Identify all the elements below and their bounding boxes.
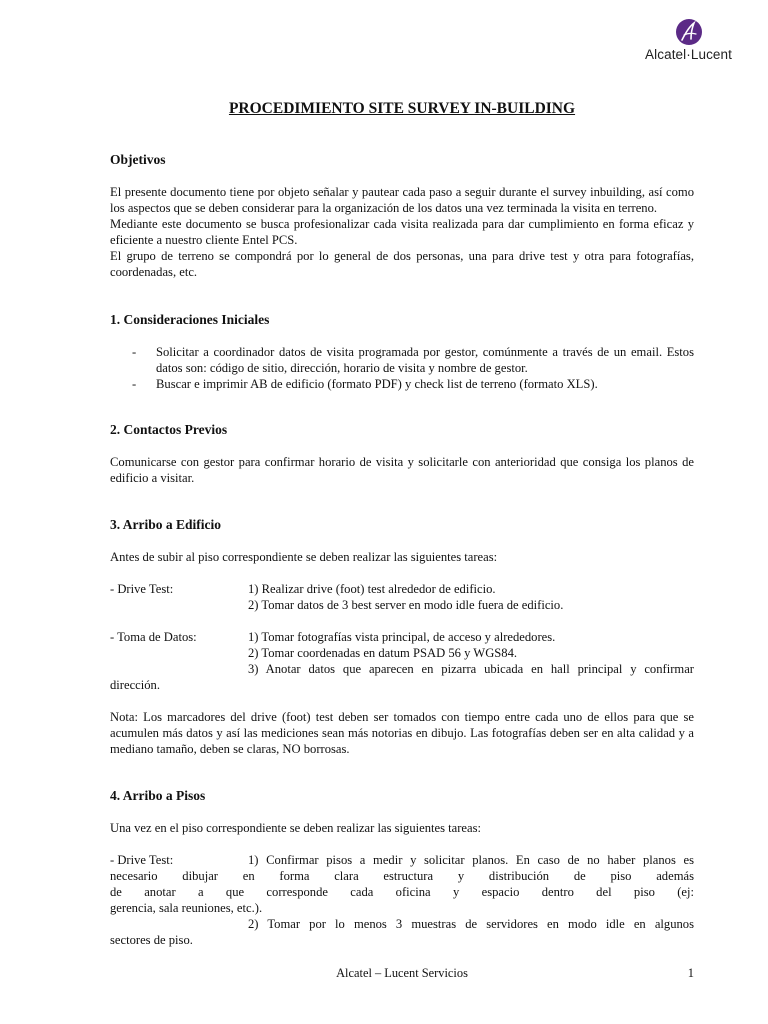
- toma-datos-step-1: 1) Tomar fotografías vista principal, de acceso y alrededores.: [248, 630, 556, 644]
- drive-test-step-2: 2) Tomar datos de 3 best server en modo idle fuera de edificio.: [248, 598, 564, 612]
- nota-paragraph: Nota: Los marcadores del drive (foot) test deben ser tomados con tiempo entre cada uno de ellos para que se acumulen más datos y así las mediciones sean más notorias en dibujo. Las fotografías deben ser en alta calidad y a mediano tamaño, deben se claras, NO borrosas.: [110, 710, 694, 756]
- toma-datos-step-3-cont: dirección.: [110, 678, 160, 692]
- objetivos-paragraph-1: El presente documento tiene por objeto señalar y pautear cada paso a seguir durante el survey inbuilding, así como los aspectos que se deben considerar para la organización de los datos una vez terminada la visita en terreno.: [110, 185, 694, 215]
- drive-test-task: [110, 581, 694, 597]
- heading-consideraciones-iniciales: 1. Consideraciones Iniciales: [110, 312, 270, 327]
- pisos-drive-line-d: [110, 900, 694, 916]
- pisos-drive-test-label: - Drive Test:: [110, 853, 174, 867]
- pisos-drive-step-2b: sectores de piso.: [110, 933, 193, 947]
- pisos-drive-line-c: [110, 884, 694, 900]
- toma-datos-task: [110, 629, 694, 645]
- list-item-text: Solicitar a coordinador datos de visita programada por gestor, comúnmente a través de un email. Estos datos son: código de sitio, dirección, horario de visita y nombre de gestor.: [156, 345, 694, 375]
- toma-datos-task-3: [110, 661, 694, 677]
- pisos-drive-step-1d: gerencia, sala reuniones, etc.).: [110, 901, 263, 915]
- contactos-paragraph: Comunicarse con gestor para confirmar horario de visita y solicitarle con anterioridad que consiga los planos de edificio a visitar.: [110, 455, 694, 485]
- consideraciones-list: [110, 344, 694, 392]
- dash-bullet: -: [132, 345, 137, 359]
- pisos-drive-step-2a: 2) Tomar por lo menos 3 muestras de servidores en modo idle en algunos: [248, 917, 694, 931]
- footer-text: Alcatel – Lucent Servicios: [336, 966, 468, 980]
- alcatel-lucent-logo-icon: [675, 18, 703, 46]
- list-item-text: Buscar e imprimir AB de edificio (formato PDF) y check list de terreno (formato XLS).: [156, 377, 598, 391]
- document-page: [110, 100, 694, 948]
- toma-datos-label: - Toma de Datos:: [110, 630, 197, 644]
- page-number: 1: [687, 966, 694, 980]
- drive-test-step-1: 1) Realizar drive (foot) test alrededor de edificio.: [248, 582, 496, 596]
- drive-test-label: - Drive Test:: [110, 582, 174, 596]
- objetivos-paragraph-2: Mediante este documento se busca profesionalizar cada visita realizada para dar cumplimiento en forma eficaz y eficiente a nuestro cliente Entel PCS.: [110, 217, 694, 247]
- list-item: [110, 376, 694, 392]
- pisos-drive-step-1c: de anotar a que corresponde cada oficina y espacio dentro del piso (ej:: [110, 885, 694, 899]
- arribo-pisos-intro: Una vez en el piso correspondiente se deben realizar las siguientes tareas:: [110, 821, 482, 835]
- toma-datos-step-3: 3) Anotar datos que aparecen en pizarra ubicada en hall principal y confirmar: [248, 662, 694, 676]
- pisos-drive-test-task: [110, 852, 694, 868]
- heading-arribo-edificio: 3. Arribo a Edificio: [110, 517, 221, 532]
- heading-arribo-pisos: 4. Arribo a Pisos: [110, 788, 206, 803]
- page-footer: [110, 966, 694, 981]
- pisos-drive-line-f: [110, 932, 694, 948]
- pisos-drive-line-e: [110, 916, 694, 932]
- heading-objetivos: Objetivos: [110, 152, 166, 167]
- toma-datos-task-2: [110, 645, 694, 661]
- pisos-drive-step-1b: necesario dibujar en forma clara estructura y distribución de piso además: [110, 869, 694, 883]
- logo-wordmark: Alcatel·Lucent: [645, 47, 732, 62]
- toma-datos-task-3-cont: [110, 677, 694, 693]
- objetivos-paragraph-3: El grupo de terreno se compondrá por lo general de dos personas, una para drive test y otra para fotografías, coordenadas, etc.: [110, 249, 694, 279]
- toma-datos-step-2: 2) Tomar coordenadas en datum PSAD 56 y WGS84.: [248, 646, 518, 660]
- arribo-edificio-intro: Antes de subir al piso correspondiente se deben realizar las siguientes tareas:: [110, 550, 498, 564]
- pisos-drive-step-1a: 1) Confirmar pisos a medir y solicitar planos. En caso de no haber planos es: [248, 853, 694, 867]
- document-title: PROCEDIMIENTO SITE SURVEY IN-BUILDING: [228, 100, 576, 117]
- drive-test-task-2: [110, 597, 694, 613]
- pisos-drive-line-b: [110, 868, 694, 884]
- alcatel-lucent-logo: [645, 18, 732, 62]
- dash-bullet: -: [132, 377, 137, 391]
- heading-contactos-previos: 2. Contactos Previos: [110, 422, 228, 437]
- list-item: [110, 344, 694, 376]
